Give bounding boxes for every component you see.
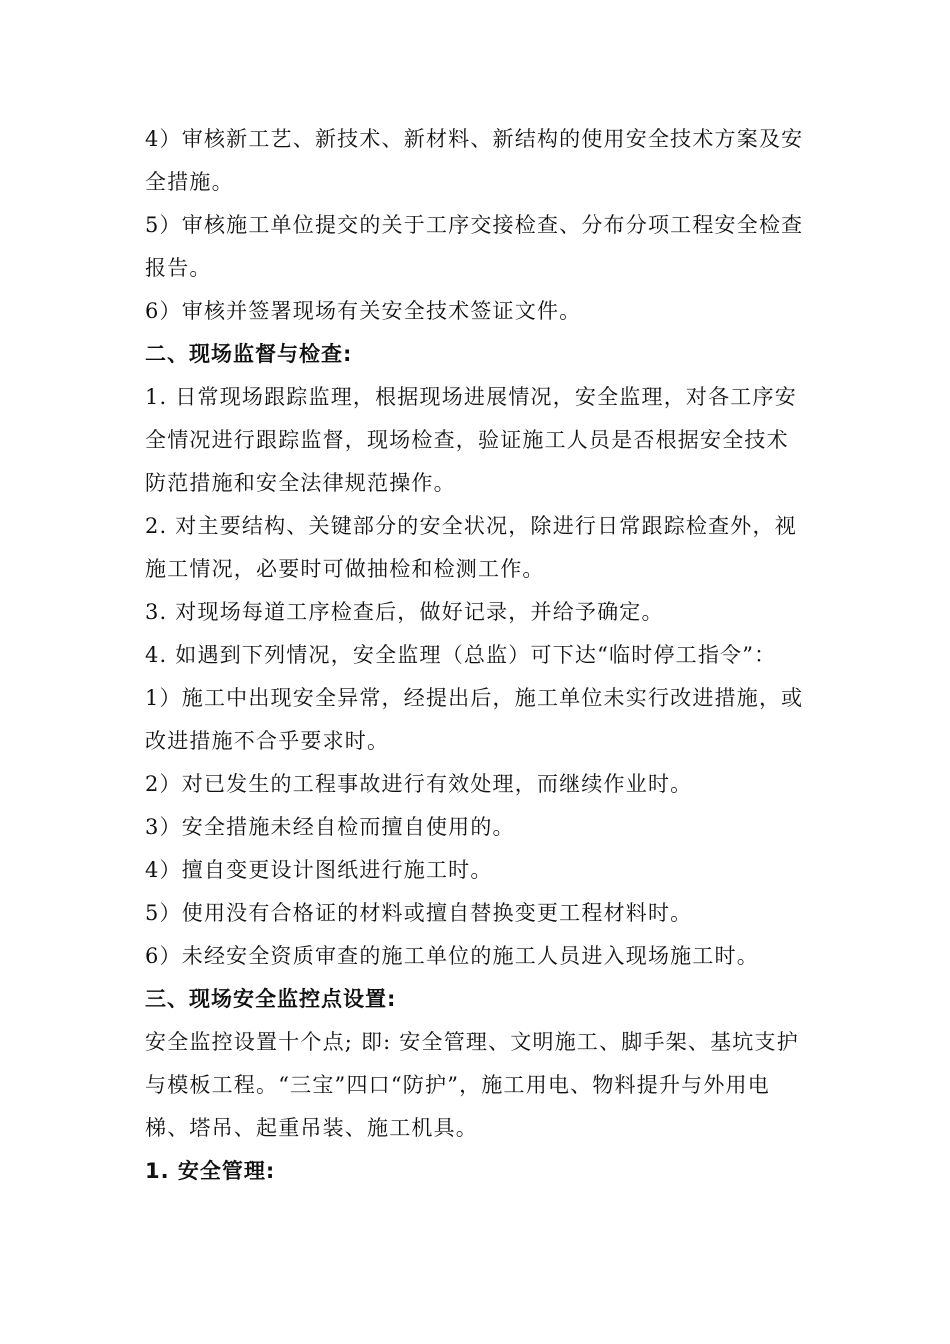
document-body xyxy=(145,118,807,1193)
list-item-accident-handling: 2）对已发生的工程事故进行有效处理，而继续作业时。 xyxy=(145,772,693,796)
list-item-unqualified-personnel: 6）未经安全资质审查的施工单位的施工人员进入现场施工时。 xyxy=(145,944,759,968)
section-heading-site-supervision: 二、现场监督与检查: xyxy=(145,342,353,366)
paragraph-ten-monitoring-points: 安全监控设置十个点; 即: 安全管理、文明施工、脚手架、基坑支护与模板工程。“三宝”四口“防护”，施工用电、物料提升与外用电梯、塔吊、起重吊装、施工机具。 xyxy=(145,1030,799,1140)
paragraph-stop-work-order: 4. 如遇到下列情况，安全监理（总监）可下达“临时停工指令”： xyxy=(145,643,777,667)
paragraph-review-sign-documents: 6）审核并签署现场有关安全技术签证文件。 xyxy=(145,299,582,323)
list-item-safety-anomaly: 1）施工中出现安全异常，经提出后，施工单位未实行改进措施，或改进措施不合乎要求时。 xyxy=(145,686,804,753)
list-item-uncertified-material: 5）使用没有合格证的材料或擅自替换变更工程材料时。 xyxy=(145,901,693,925)
subsection-heading-safety-management: 1. 安全管理: xyxy=(145,1159,276,1183)
paragraph-key-structure-check: 2. 对主要结构、关键部分的安全状况，除进行日常跟踪检查外，视施工情况，必要时可做抽检和检测工作。 xyxy=(145,514,797,581)
paragraph-daily-tracking: 1. 日常现场跟踪监理，根据现场进展情况，安全监理，对各工序安全情况进行跟踪监督，现场检查，验证施工人员是否根据安全技术防范措施和安全法律规范操作。 xyxy=(145,385,797,495)
list-item-design-change: 4）擅自变更设计图纸进行施工时。 xyxy=(145,858,493,882)
paragraph-review-handover-report: 5）审核施工单位提交的关于工序交接检查、分布分项工程安全检查报告。 xyxy=(145,213,804,280)
paragraph-process-record: 3. 对现场每道工序检查后，做好记录，并给予确定。 xyxy=(145,600,664,624)
paragraph-review-new-process: 4）审核新工艺、新技术、新材料、新结构的使用安全技术方案及安全措施。 xyxy=(145,127,804,194)
list-item-no-self-check: 3）安全措施未经自检而擅自使用的。 xyxy=(145,815,515,839)
section-heading-monitoring-points: 三、现场安全监控点设置: xyxy=(145,987,397,1011)
